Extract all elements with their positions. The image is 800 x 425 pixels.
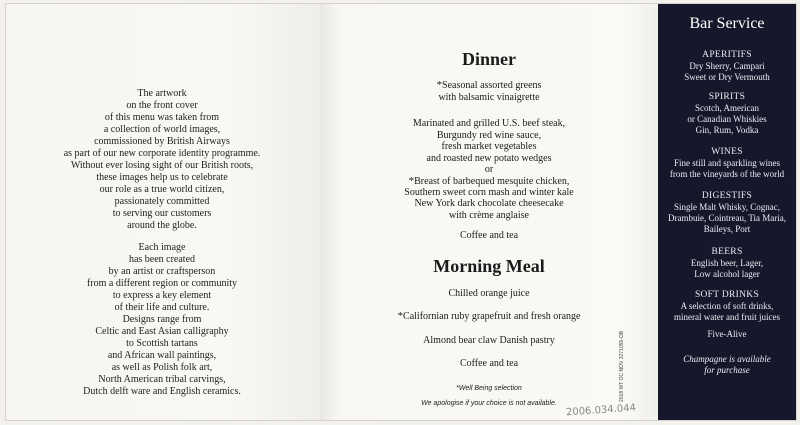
text-line: from a different region or community xyxy=(86,278,238,289)
bar-section-spirits xyxy=(658,92,796,136)
main-or: or xyxy=(484,164,494,175)
text-line: Dutch delft ware and English ceramics. xyxy=(83,386,241,397)
main-line: and roasted new potato wedges xyxy=(426,152,552,164)
bar-line: Gin, Rum, Vodka xyxy=(695,125,759,135)
bar-line: Dry Sherry, Campari xyxy=(689,61,765,71)
bar-line: from the vineyards of the world xyxy=(669,169,785,179)
text-line: as part of our new corporate identity programme. xyxy=(63,148,261,159)
morning-pastry: Almond bear claw Danish pastry xyxy=(423,335,555,346)
text-line: these images help us to celebrate xyxy=(96,172,228,183)
text-line: commissioned by British Airways xyxy=(94,136,230,147)
bar-line: Drambuie, Cointreau, Tia Maria, xyxy=(668,213,786,223)
alt-line: Breast of barbequed mesquite chicken, xyxy=(414,175,570,187)
text-line: passionately committed xyxy=(114,196,210,207)
bar-line: Sweet or Dry Vermouth xyxy=(684,72,770,82)
bar-heading: DIGESTIFS xyxy=(701,191,753,201)
starter-line: with balsamic vinaigrette xyxy=(438,91,540,103)
text-line: our role as a true world citizen, xyxy=(99,184,225,195)
bar-section-soft-drinks xyxy=(658,290,796,323)
well-being-star: * xyxy=(397,310,404,322)
bar-line: mineral water and fruit juices xyxy=(674,312,780,322)
text-line: around the globe. xyxy=(127,220,197,231)
starter-line: Seasonal assorted greens xyxy=(442,80,542,91)
text-line: and African wall paintings, xyxy=(107,350,217,361)
bar-heading: SPIRITS xyxy=(708,92,746,102)
bar-line: Scotch, American xyxy=(695,103,759,113)
left-panel xyxy=(6,4,320,420)
text-line: to serving our customers xyxy=(112,208,212,219)
morning-juice: Chilled orange juice xyxy=(448,288,530,299)
text-line: has been created xyxy=(128,254,196,265)
five-alive: Five-Alive xyxy=(707,329,747,339)
bar-section-beers xyxy=(658,247,796,280)
text-line: to Scottish tartans xyxy=(126,338,198,349)
artwork-paragraph xyxy=(12,88,312,232)
text-line: of this menu was taken from xyxy=(104,112,220,123)
text-line: of their life and culture. xyxy=(114,302,210,313)
image-paragraph xyxy=(12,242,312,398)
text-line: as well as Polish folk art, xyxy=(111,362,213,373)
dinner-coffee: Coffee and tea xyxy=(459,230,519,241)
bar-heading: BEERS xyxy=(711,247,743,257)
bar-heading: WINES xyxy=(711,147,743,157)
bar-section-aperitifs xyxy=(658,50,796,83)
print-code: 2018 WT OC NOV 3271055-OB xyxy=(619,330,625,402)
bar-line: Baileys, Port xyxy=(703,224,751,234)
text-line: North American tribal carvings, xyxy=(98,374,226,385)
champagne-line: for purchase xyxy=(704,365,750,375)
text-line: a collection of world images, xyxy=(103,124,221,135)
text-line: Each image xyxy=(138,242,186,253)
text-line: to express a key element xyxy=(112,290,212,301)
text-line: by an artist or craftsperson xyxy=(108,266,216,277)
well-being-note: *Well Being selection xyxy=(456,385,522,392)
bar-title: Bar Service xyxy=(689,15,765,32)
alt-line: Southern sweet corn mash and winter kale xyxy=(404,187,574,198)
morning-fruit xyxy=(320,311,658,323)
dinner-starter xyxy=(320,80,658,103)
middle-panel xyxy=(320,4,658,420)
main-line: Marinated and grilled U.S. beef steak, xyxy=(412,118,566,129)
text-line: Designs range from xyxy=(122,314,202,325)
dinner-main xyxy=(320,118,658,199)
dessert-line: New York dark chocolate cheesecake xyxy=(414,198,564,209)
apology-note: We apologise if your choice is not available. xyxy=(421,400,557,407)
accession-number: 2006.034.044 xyxy=(565,402,637,419)
morning-coffee: Coffee and tea xyxy=(459,358,519,369)
dinner-title: Dinner xyxy=(462,49,516,69)
bar-heading: APERITIFS xyxy=(702,50,752,60)
bar-line: Low alcohol lager xyxy=(694,269,760,279)
main-line: Burgundy red wine sauce, xyxy=(436,129,542,141)
champagne-note xyxy=(658,354,796,376)
bar-line: Single Malt Whisky, Cognac, xyxy=(674,202,780,212)
morning-title: Morning Meal xyxy=(433,256,545,276)
text-line: Without ever losing sight of our British roots, xyxy=(70,160,254,171)
bar-line: or Canadian Whiskies xyxy=(687,114,767,124)
dinner-dessert xyxy=(320,198,658,221)
bar-section-wines xyxy=(658,147,796,180)
main-line: fresh market vegetables xyxy=(441,141,537,152)
bar-line: English beer, Lager, xyxy=(690,258,764,268)
dessert-line: with crème anglaise xyxy=(449,209,529,221)
well-being-star: * xyxy=(436,79,443,91)
text-line: Celtic and East Asian calligraphy xyxy=(95,326,229,337)
text-line: on the front cover xyxy=(126,100,198,111)
menu-sheet xyxy=(6,4,796,420)
text-line: The artwork xyxy=(137,88,187,99)
bar-section-digestifs xyxy=(658,191,796,235)
bar-line: A selection of soft drinks, xyxy=(680,301,774,311)
bar-service-panel xyxy=(658,4,796,420)
bar-heading: SOFT DRINKS xyxy=(694,290,760,300)
fruit-line: Californian ruby grapefruit and fresh orange xyxy=(403,311,581,322)
well-being-star: * xyxy=(408,174,415,187)
champagne-line: Champagne is available xyxy=(683,354,771,364)
bar-line: Fine still and sparkling wines xyxy=(674,158,780,168)
